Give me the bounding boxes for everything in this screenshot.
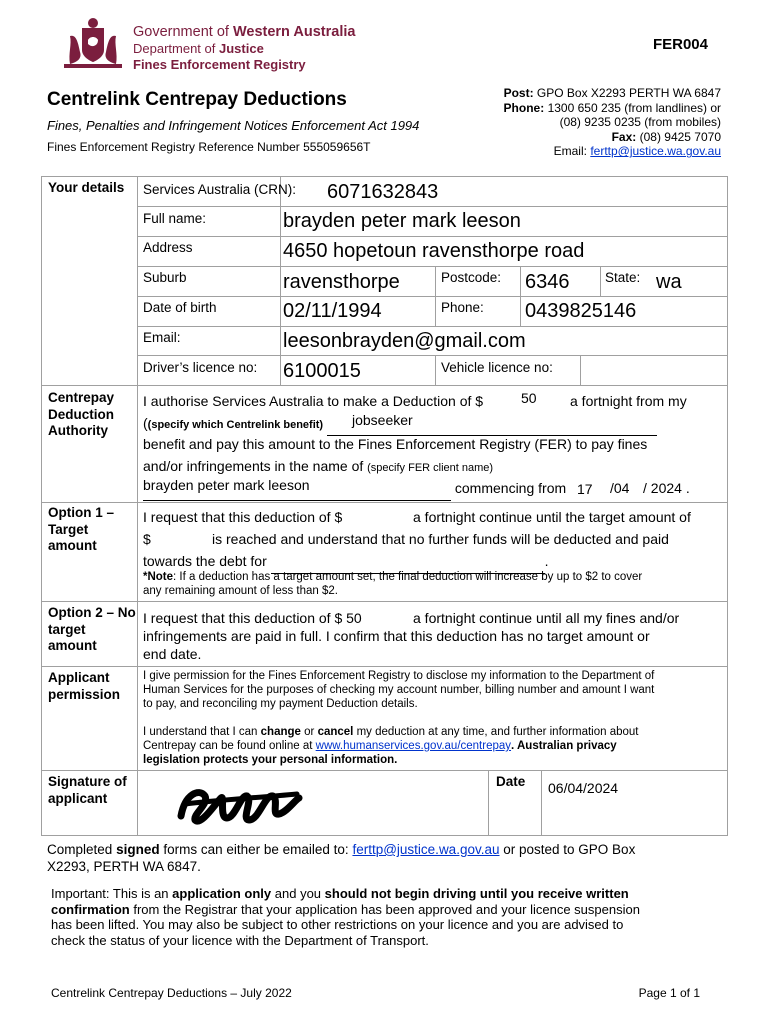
reference-number: Fines Enforcement Registry Reference Number 555059656T bbox=[47, 140, 371, 154]
option2-line1: I request that this deduction of $ 50 bbox=[143, 610, 362, 626]
form-code: FER004 bbox=[652, 36, 708, 53]
option2-line2: infringements are paid in full. I confirm that this deduction has no target amount or bbox=[143, 628, 650, 644]
section-option2: Option 2 – No target amount bbox=[48, 605, 136, 653]
submission-instructions: Completed signed forms can either be emailed to: ferttp@justice.wa.gov.au or posted to GPO Box X2293, PERTH WA 6847. bbox=[47, 842, 636, 874]
dept-name: Department of Justice bbox=[133, 41, 264, 56]
page-title: Centrelink Centrepay Deductions bbox=[47, 89, 347, 110]
contact-block: Post: GPO Box X2293 PERTH WA 6847 Phone: 1300 650 235 (from landlines) or (08) 9235 0235 (from mobiles) Fax: (08) 9425 7070 Email: ferttp@justice.wa.gov.au bbox=[503, 86, 721, 159]
suburb-label: Suburb bbox=[143, 270, 187, 285]
authority-line4: and/or infringements in the name of (specify FER client name) bbox=[143, 458, 494, 474]
section-permission: Applicant permission bbox=[48, 670, 121, 702]
licence-field[interactable]: 6100015 bbox=[283, 360, 361, 382]
option1-line2: $ bbox=[143, 531, 151, 547]
phone-label: Phone: bbox=[441, 300, 484, 315]
address-field[interactable]: 4650 hopetoun ravensthorpe road bbox=[283, 240, 585, 262]
commence-day-field[interactable]: 17 bbox=[577, 481, 593, 497]
section-authority: Centrepay Deduction Authority bbox=[48, 390, 115, 438]
permission-p2c: legislation protects your personal information. bbox=[143, 754, 398, 766]
commence-year-field[interactable]: / 2024 . bbox=[643, 480, 690, 496]
important-notice: Important: This is an application only and you should not begin driving until you receive written confirmation from the Registrar that your application has been approved and your licence suspension has been lifted. You may also be subject to other restrictions on your licence and you are advised to check the status of your licence with the Department of Transport. bbox=[51, 886, 640, 948]
dob-field[interactable]: 02/11/1994 bbox=[283, 300, 382, 322]
authority-line1: I authorise Services Australia to make a Deduction of $ bbox=[143, 393, 484, 409]
permission-p2b: Centrepay can be found online at www.humanservices.gov.au/centrepay. Australian privacy bbox=[143, 740, 617, 752]
full-name-field[interactable]: brayden peter mark leeson bbox=[283, 210, 521, 232]
authority-line1b: a fortnight from my bbox=[570, 393, 687, 409]
authority-amount-field[interactable]: 50 bbox=[521, 390, 537, 406]
section-option1: Option 1 – Target amount bbox=[48, 505, 115, 553]
benefit-field[interactable]: jobseeker bbox=[352, 412, 413, 428]
submission-email-link[interactable]: ferttp@justice.wa.gov.au bbox=[352, 842, 500, 857]
date-field[interactable]: 06/04/2024 bbox=[548, 780, 619, 796]
option1-line3: towards the debt for . bbox=[143, 551, 549, 574]
phone-field[interactable]: 0439825146 bbox=[525, 300, 637, 322]
commence-month-field[interactable]: /04 bbox=[610, 480, 630, 496]
permission-p2a: I understand that I can change or cancel my deduction at any time, and further information about bbox=[143, 726, 639, 738]
email-field[interactable]: leesonbrayden@gmail.com bbox=[283, 330, 526, 352]
date-label: Date bbox=[496, 774, 526, 789]
footer-form-name: Centrelink Centrepay Deductions – July 2022 bbox=[51, 986, 292, 1000]
crn-field[interactable]: 6071632843 bbox=[327, 181, 439, 203]
permission-p1b: Human Services for the purposes of checking my account number, billing number and amount I want bbox=[143, 684, 655, 696]
licence-label: Driver’s licence no: bbox=[143, 360, 258, 375]
option1-line1: I request that this deduction of $ bbox=[143, 509, 343, 525]
footer-page-number: Page 1 of 1 bbox=[638, 986, 700, 1000]
dob-label: Date of birth bbox=[143, 300, 217, 315]
gov-name: Government of Western Australia bbox=[133, 24, 356, 40]
permission-p1a: I give permission for the Fines Enforcement Registry to disclose my information to the Department of bbox=[143, 670, 655, 682]
authority-line2: ((specify which Centrelink benefit) bbox=[143, 413, 657, 437]
email-label: Email: bbox=[143, 330, 181, 345]
suburb-field[interactable]: ravensthorpe bbox=[283, 271, 400, 293]
wa-crest-logo bbox=[58, 14, 128, 70]
crn-label: Services Australia (CRN): bbox=[143, 182, 297, 197]
contact-email-link[interactable]: ferttp@justice.wa.gov.au bbox=[590, 144, 721, 159]
registry-name: Fines Enforcement Registry bbox=[133, 57, 306, 72]
centrepay-link[interactable]: www.humanservices.gov.au/centrepay bbox=[315, 740, 512, 752]
authority-line5: commencing from bbox=[143, 478, 566, 501]
option1-note2: any remaining amount of less than $2. bbox=[143, 585, 338, 597]
postcode-field[interactable]: 6346 bbox=[525, 271, 570, 293]
permission-p1c: to pay, and reconciling my payment Deduction details. bbox=[143, 698, 418, 710]
signature-field[interactable] bbox=[175, 774, 305, 834]
option2-line1b: a fortnight continue until all my fines and/or bbox=[413, 610, 680, 626]
section-signature: Signature of applicant bbox=[48, 774, 127, 806]
authority-line3: benefit and pay this amount to the Fines Enforcement Registry (FER) to pay fines bbox=[143, 436, 648, 452]
option2-amount-field[interactable]: 50 bbox=[346, 610, 362, 626]
state-field[interactable]: wa bbox=[656, 271, 682, 293]
state-label: State: bbox=[605, 270, 641, 285]
address-label: Address bbox=[143, 240, 193, 255]
full-name-label: Full name: bbox=[143, 211, 207, 226]
option2-line3: end date. bbox=[143, 646, 202, 662]
section-your-details: Your details bbox=[48, 180, 125, 195]
option1-note: *Note: If a deduction has a target amount set, the final deduction will increase by up to $2 to cover bbox=[143, 571, 643, 583]
option1-line2b: is reached and understand that no further funds will be deducted and paid bbox=[212, 531, 669, 547]
postcode-label: Postcode: bbox=[441, 270, 502, 285]
page-subtitle: Fines, Penalties and Infringement Notices Enforcement Act 1994 bbox=[47, 118, 420, 133]
option1-line1b: a fortnight continue until the target amount of bbox=[413, 509, 691, 525]
client-name-field[interactable]: brayden peter mark leeson bbox=[143, 477, 310, 493]
vehicle-label: Vehicle licence no: bbox=[441, 360, 553, 375]
